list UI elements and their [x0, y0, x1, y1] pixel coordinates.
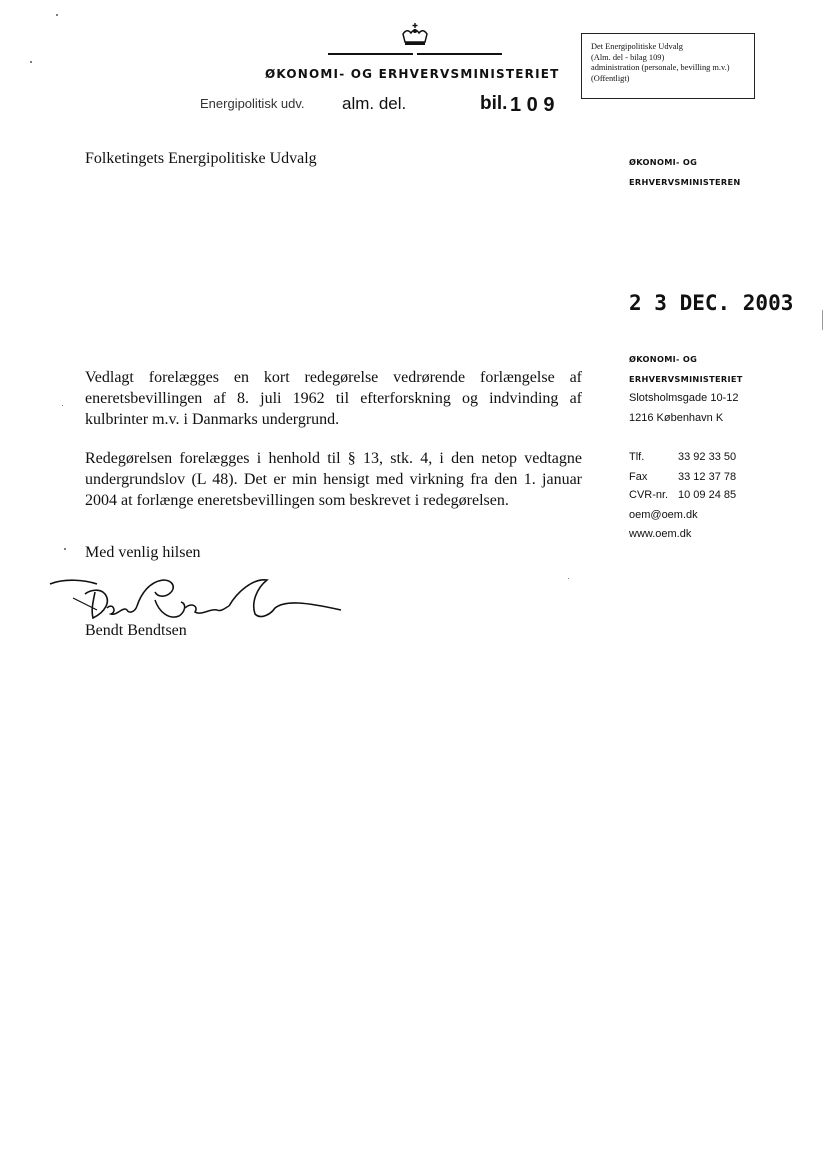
- committee-stamp-box: [581, 33, 755, 99]
- letterhead-rule-left: [328, 53, 413, 55]
- cvr-label: CVR-nr.: [629, 489, 669, 501]
- scan-speck: [56, 14, 58, 16]
- body-paragraph-2: Redegørelsen forelægges i henhold til § 13, stk. 4, i den netop vedtagne undergrundslov (L 48). Det er min hensigt med virkning fra den 1. januar 2004 at forlænge eneretsbevillingen som beskrevet i redegørelsen.: [85, 450, 582, 509]
- scan-speck: [30, 61, 32, 63]
- signer-name: Bendt Bendtsen: [85, 622, 187, 639]
- body-paragraph-1: Vedlagt forelægges en kort redegørelse vedrørende forlængelse af eneretsbevillingen af 8. juli 1962 til efterforskning og indvinding af kulbrinter m.v. i Danmarks undergrund.: [85, 369, 582, 428]
- phone-number: 33 92 33 50: [678, 451, 737, 463]
- fax-label: Fax: [629, 471, 648, 483]
- received-stamp-committee: Energipolitisk udv.: [200, 96, 305, 111]
- ministry-name: ØKONOMI- OG ERHVERVSMINISTERIET: [265, 67, 560, 81]
- received-stamp-appendix-number: 1 0 9: [510, 94, 555, 116]
- received-stamp-category: alm. del.: [342, 94, 407, 113]
- address-line2: ERHVERVSMINISTERIET: [629, 374, 743, 384]
- stamp-line-4: (Offentligt): [591, 73, 630, 83]
- signature: [45, 572, 345, 628]
- sender-top-line2: ERHVERVSMINISTEREN: [629, 177, 741, 187]
- scan-speck: [568, 578, 569, 579]
- address-city: 1216 København K: [629, 412, 724, 424]
- sender-top-line1: ØKONOMI- OG: [629, 157, 698, 167]
- scan-speck: [64, 548, 66, 550]
- crown-icon: [399, 22, 431, 48]
- address-street: Slotsholmsgade 10-12: [629, 392, 739, 404]
- email: oem@oem.dk: [629, 509, 698, 521]
- fax-number: 33 12 37 78: [678, 471, 737, 483]
- address-line1: ØKONOMI- OG: [629, 354, 698, 364]
- website: www.oem.dk: [629, 528, 692, 540]
- stamp-line-2: (Alm. del - bilag 109): [591, 52, 665, 62]
- scan-speck: [62, 405, 63, 406]
- scan-speck: [822, 310, 823, 330]
- recipient: Folketingets Energipolitiske Udvalg: [85, 150, 317, 167]
- stamp-line-3: administration (personale, bevilling m.v.): [591, 63, 730, 72]
- phone-label: Tlf.: [629, 451, 645, 463]
- cvr-number: 10 09 24 85: [678, 489, 737, 501]
- closing: Med venlig hilsen: [85, 544, 201, 561]
- letterhead-rule-right: [417, 53, 502, 55]
- received-stamp-appendix-label: bil.: [480, 93, 508, 114]
- stamp-line-1: Det Energipolitiske Udvalg: [591, 42, 683, 51]
- date-stamp: 2 3 DEC. 2003: [629, 291, 794, 315]
